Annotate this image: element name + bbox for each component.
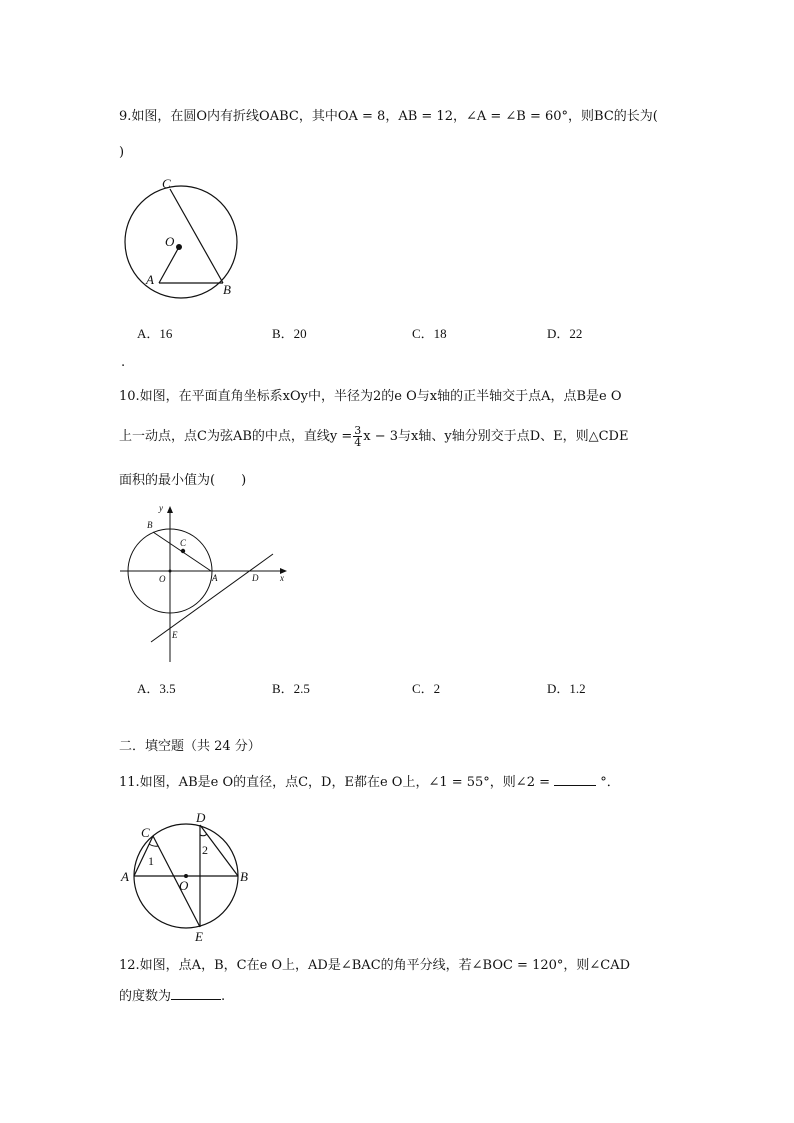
q10-stem-line1: 10.如图，在平面直角坐标系xOy中，半径为2的e O与x轴的正半轴交于点A，点B是e O: [119, 389, 622, 404]
q11-angle-1-label: 1: [148, 854, 154, 868]
q12-stem-line2-post: .: [221, 989, 226, 1004]
q10-label-a: A: [212, 573, 218, 583]
q10-stem-line2-pre: 上一动点，点C为弦AB的中点，直线y =: [119, 429, 353, 444]
q9-label-b: B: [223, 282, 231, 297]
q11-chord-ce: [153, 836, 200, 927]
q11-angle-2-arc: [200, 834, 207, 836]
q10-label-e: E: [172, 630, 178, 640]
q9-stem-line2: ): [119, 145, 125, 160]
q9-trailing-dot: .: [121, 355, 126, 370]
q11-label-a: A: [121, 869, 129, 884]
q9-label-o: O: [165, 234, 175, 249]
q9-option-c[interactable]: C．18: [412, 326, 447, 341]
q10-y-arrow-icon: [167, 506, 173, 513]
q9-circle: [125, 186, 237, 298]
q10-point-c: [181, 549, 185, 553]
q10-figure: [115, 502, 295, 667]
q10-label-d: D: [252, 573, 259, 583]
q10-point-o: [169, 570, 172, 573]
q12-answer-blank[interactable]: [171, 999, 221, 1000]
q11-stem-pre: 11.如图，AB是e O的直径，点C，D，E都在e O上，∠1 = 55°，则∠2 =: [119, 775, 550, 790]
q9-option-d[interactable]: D．22: [547, 326, 583, 341]
q9-label-c: C: [162, 176, 171, 191]
q11-label-o: O: [179, 878, 189, 893]
q9-figure: [120, 172, 250, 302]
q12-stem-line1: 12.如图，点A，B，C在e O上，AD是∠BAC的角平分线，若∠BOC = 120°，则∠CAD: [119, 958, 631, 973]
q12-stem-line2: [119, 988, 225, 1006]
q11-stem: [119, 774, 620, 792]
q10-label-x: x: [280, 573, 284, 583]
q10-stem-line2-post: x − 3与x轴、y轴分别交于点D、E，则△CDE: [363, 429, 629, 444]
q11-label-d: D: [196, 810, 206, 825]
q10-option-b[interactable]: B．2.5: [272, 681, 310, 696]
q11-label-e: E: [195, 929, 203, 944]
q10-stem-line2: [119, 425, 628, 448]
q10-label-y: y: [159, 503, 163, 513]
q10-label-b: B: [147, 520, 153, 530]
q9-option-a[interactable]: A．16: [137, 326, 173, 341]
q10-option-a[interactable]: A．3.5: [137, 681, 176, 696]
q10-option-c[interactable]: C．2: [412, 681, 441, 696]
q10-fraction: [353, 425, 362, 448]
q11-figure: [118, 806, 258, 946]
q9-label-a: A: [146, 272, 154, 287]
q9-segment-oa: [159, 247, 179, 283]
q9-stem-line1: 9.如图，在圆O内有折线OABC，其中OA = 8，AB = 12，∠A = ∠B = 60°，则BC的长为(: [119, 109, 658, 124]
q11-answer-blank[interactable]: [554, 785, 596, 786]
q10-label-o: O: [159, 574, 166, 584]
q10-stem-line3: 面积的最小值为( ): [119, 473, 247, 488]
q9-option-b[interactable]: B．20: [272, 326, 307, 341]
q10-fraction-denominator: 4: [354, 436, 362, 449]
q9-segment-bc: [170, 189, 223, 283]
q11-stem-post: °．: [600, 775, 620, 790]
q11-angle-2-label: 2: [202, 843, 208, 857]
q11-label-b: B: [240, 869, 248, 884]
q12-stem-line2-pre: 的度数为: [119, 989, 172, 1004]
q10-fraction-numerator: 3: [354, 424, 362, 437]
section2-title: 二．填空题（共 24 分）: [119, 739, 261, 754]
q10-option-d[interactable]: D．1.2: [547, 681, 586, 696]
q11-label-c: C: [141, 825, 150, 840]
q10-label-c: C: [180, 538, 187, 548]
q9-center-dot: [176, 244, 182, 250]
